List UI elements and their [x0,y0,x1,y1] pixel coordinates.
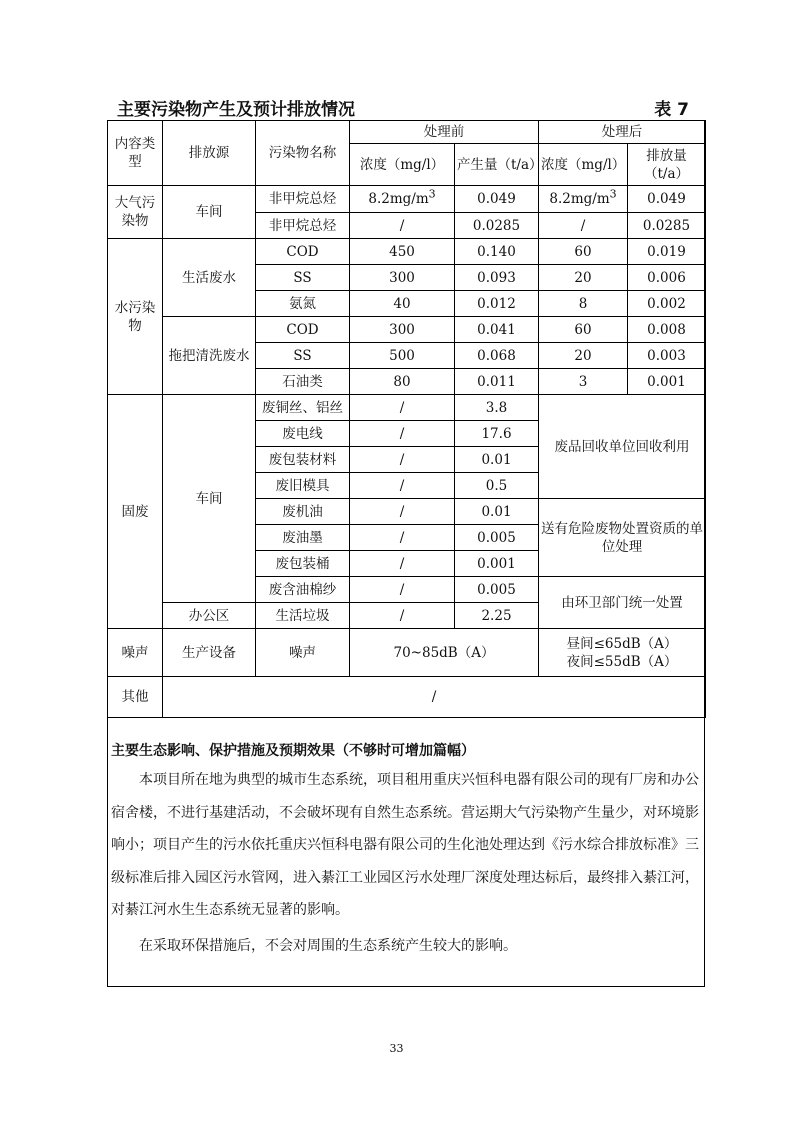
table-cell: 石油类 [256,369,350,395]
table-cell: / [350,447,455,473]
air-category: 大气污染物 [108,186,163,239]
table-cell: 0.0285 [455,213,539,239]
noise-before: 70~85dB（A） [350,629,539,677]
pollutant-table [107,120,706,718]
superscript: 3 [609,187,617,201]
ecology-heading: 主要生态影响、保护措施及预期效果（不够时可增加篇幅） [111,743,475,759]
solid-disposal-sanitation: 由环卫部门统一处置 [539,577,706,629]
table-cell: / [350,395,455,421]
table-cell: 废旧模具 [256,473,350,499]
superscript: 3 [428,187,436,201]
page-number: 33 [389,1042,404,1055]
table-cell: SS [256,343,350,369]
header-amount-before: 产生量（t/a） [455,144,539,186]
noise-after-night: 夜间≤55dB（A） [566,653,678,670]
table-cell: 0.012 [455,291,539,317]
noise-after [539,629,706,677]
table-cell: 0.001 [455,551,539,577]
table-cell: 0.008 [628,317,706,343]
table-cell: 生活垃圾 [256,603,350,629]
table-cell: / [350,473,455,499]
water-source: 拖把清洗废水 [163,317,256,395]
table-cell: 0.001 [628,369,706,395]
ecology-paragraph: 在采取环保措施后，不会对周围的生态系统产生较大的影响。 [139,937,517,954]
table-cell: 0.049 [628,186,706,213]
header-before: 处理前 [350,121,539,144]
table-cell: 20 [539,343,628,369]
table-cell: 8 [539,291,628,317]
table-cell: / [539,213,628,239]
table-cell: 0.068 [455,343,539,369]
table-cell: / [350,421,455,447]
table-cell: COD [256,239,350,265]
table-cell: 20 [539,265,628,291]
water-source: 生活废水 [163,239,256,317]
table-cell: 0.093 [455,265,539,291]
solid-disposal-hazard: 送有危险废物处置资质的单位处理 [539,499,706,577]
table-cell: 0.019 [628,239,706,265]
title-row [117,95,689,121]
header-amount-after: 排放量（t/a） [628,144,706,186]
table-cell: 60 [539,239,628,265]
table-cell: 500 [350,343,455,369]
table-cell: / [350,525,455,551]
table-cell: 0.01 [455,447,539,473]
table-cell: 17.6 [455,421,539,447]
table-number: 表 7 [654,100,689,120]
header-conc-after: 浓度（mg/l） [539,144,628,186]
table-cell: 废包装桶 [256,551,350,577]
noise-source: 生产设备 [163,629,256,677]
table-cell: COD [256,317,350,343]
ecology-body [111,764,699,962]
table-cell: 0.0285 [628,213,706,239]
header-pollutant: 污染物名称 [256,121,350,186]
solid-category: 固废 [108,395,163,629]
table-cell: 450 [350,239,455,265]
table-cell: 80 [350,369,455,395]
table-cell: 0.002 [628,291,706,317]
table-cell: 废包装材料 [256,447,350,473]
noise-pollutant: 噪声 [256,629,350,677]
solid-disposal-recycle: 废品回收单位回收利用 [539,395,706,499]
table-cell: / [350,213,455,239]
table-cell: 0.005 [455,577,539,603]
table-cell: 0.005 [455,525,539,551]
header-conc-before: 浓度（mg/l） [350,144,455,186]
table-cell [539,186,628,213]
table-cell: 3.8 [455,395,539,421]
table-cell: 废电线 [256,421,350,447]
table-cell: 0.011 [455,369,539,395]
table-cell: 非甲烷总烃 [256,213,350,239]
table-cell: 氨氮 [256,291,350,317]
table-cell: 0.140 [455,239,539,265]
air-source: 车间 [163,186,256,239]
noise-category: 噪声 [108,629,163,677]
table-cell: 废含油棉纱 [256,577,350,603]
header-content-type: 内容类型 [108,121,163,186]
table-cell: 废油墨 [256,525,350,551]
page-title: 主要污染物产生及预计排放情况 [117,100,355,120]
cell-text: 8.2mg/m [368,191,429,207]
table-cell: 0.003 [628,343,706,369]
table-cell: / [350,577,455,603]
table-cell: 0.5 [455,473,539,499]
table-cell: 废机油 [256,499,350,525]
table-cell: SS [256,265,350,291]
ecology-section [107,708,705,987]
table-cell: / [350,603,455,629]
table-cell: 2.25 [455,603,539,629]
table-cell: 0.01 [455,499,539,525]
table-cell: 300 [350,265,455,291]
header-after: 处理后 [539,121,706,144]
table-cell: 非甲烷总烃 [256,186,350,213]
table-cell: 0.006 [628,265,706,291]
solid-source-office: 办公区 [163,603,256,629]
table-cell [350,186,455,213]
noise-after-day: 昼间≤65dB（A） [566,635,678,652]
table-cell: 60 [539,317,628,343]
table-cell: 3 [539,369,628,395]
cell-text: 8.2mg/m [549,191,610,207]
ecology-paragraph: 本项目所在地为典型的城市生态系统，项目租用重庆兴恒科电器有限公司的现有厂房和办公宿舍楼，不进行基建活动，不会破坏现有自然生态系统。营运期大气污染物产生量少，对环境影响小；项目产生的污水依托重庆兴恒科电器有限公司的生化池处理达到《污水综合排放标准》三级标准后排入园区污水管网，进入綦江工业园区污水处理厂深度处理达标后，最终排入綦江河，对綦江河水生生态系统无显著的影响。 [111,772,699,918]
other-category: 其他 [108,677,163,718]
table-cell: 300 [350,317,455,343]
other-value: / [163,677,706,718]
water-category: 水污染物 [108,239,163,395]
solid-source-workshop: 车间 [163,395,256,603]
table-cell: 0.049 [455,186,539,213]
table-cell: 0.041 [455,317,539,343]
table-cell: 废铜丝、铝丝 [256,395,350,421]
table-cell: / [350,499,455,525]
table-cell: 40 [350,291,455,317]
header-source: 排放源 [163,121,256,186]
table-cell: / [350,551,455,577]
